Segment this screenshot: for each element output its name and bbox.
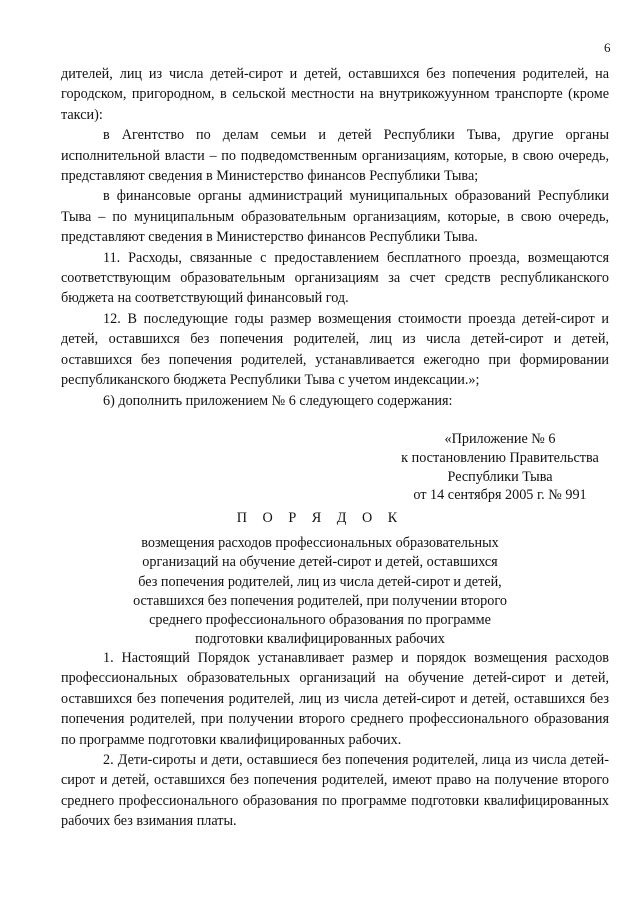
appendix-line: к постановлению Правительства xyxy=(401,449,599,466)
paragraph: дителей, лиц из числа детей-сирот и детей, оставшихся без попечения родителей, на городском, пригородном, в сельской местности на внутрикожуунном транспорте (кроме такси): xyxy=(61,66,609,123)
heading-line: организаций на обучение детей-сирот и детей, оставшихся xyxy=(142,554,498,571)
appendix-line: Республики Тыва xyxy=(447,468,553,485)
order-paragraph: 2. Дети-сироты и дети, оставшиеся без попечения родителей, лица из числа детей-сирот и детей, оставшихся без попечения родителей, имеют право на получение второго среднего профессионального образования по программе подготовки квалифицированных рабочих без взимания платы. xyxy=(61,752,609,830)
paragraph: 11. Расходы, связанные с предоставлением бесплатного проезда, возмещаются соответствующим образовательным организациям за счет средств республиканского бюджета на соответствующий финансовый год. xyxy=(61,249,609,307)
body-text xyxy=(61,64,609,411)
heading-line: оставшихся без попечения родителей, при получении второго xyxy=(133,592,507,609)
order-paragraph: 1. Настоящий Порядок устанавливает размер и порядок возмещения расходов профессиональных образовательных организаций на обучение детей-сирот и детей, оставшихся без попечения родителей, лиц из числа детей-сирот и детей, оставшихся без попечения родителей, при получении второго среднего профессионального образования по программе подготовки квалифицированных рабочих. xyxy=(61,650,609,748)
page-number: 6 xyxy=(604,40,611,55)
appendix-line: от 14 сентября 2005 г. № 991 xyxy=(413,487,587,504)
heading-line: без попечения родителей, лиц из числа детей-сирот и детей, xyxy=(138,573,502,590)
appendix-line: «Приложение № 6 xyxy=(444,431,556,447)
heading-line: возмещения расходов профессиональных образовательных xyxy=(141,535,499,552)
appendix-reference xyxy=(380,430,620,505)
paragraph: в финансовые органы администраций муниципальных образований Республики Тыва – по муниципальным образовательным организациям, которые, в свою очередь, представляют сведения в Министерство финансов Республики Тыва. xyxy=(61,188,609,246)
order-title: П О Р Я Д О К xyxy=(236,510,404,526)
heading-line: среднего профессионального образования по программе xyxy=(149,612,491,629)
heading-line: подготовки квалифицированных рабочих xyxy=(195,631,445,648)
paragraph: в Агентство по делам семьи и детей Республики Тыва, другие органы исполнительной власти – по подведомственным организациям, которые, в свою очередь, представляют сведения в Министерство финансов Республики Тыва; xyxy=(61,127,609,185)
order-heading xyxy=(100,509,540,649)
paragraph: 6) дополнить приложением № 6 следующего содержания: xyxy=(103,392,453,409)
order-body xyxy=(61,648,609,832)
paragraph: 12. В последующие годы размер возмещения стоимости проезда детей-сирот и детей, оставшихся без попечения родителей, лиц из числа детей-сирот и детей, оставшихся без попечения родителей, устанавливается ежегодно при формировании республиканского бюджета Республики Тыва с учетом индексации.»; xyxy=(61,310,609,389)
